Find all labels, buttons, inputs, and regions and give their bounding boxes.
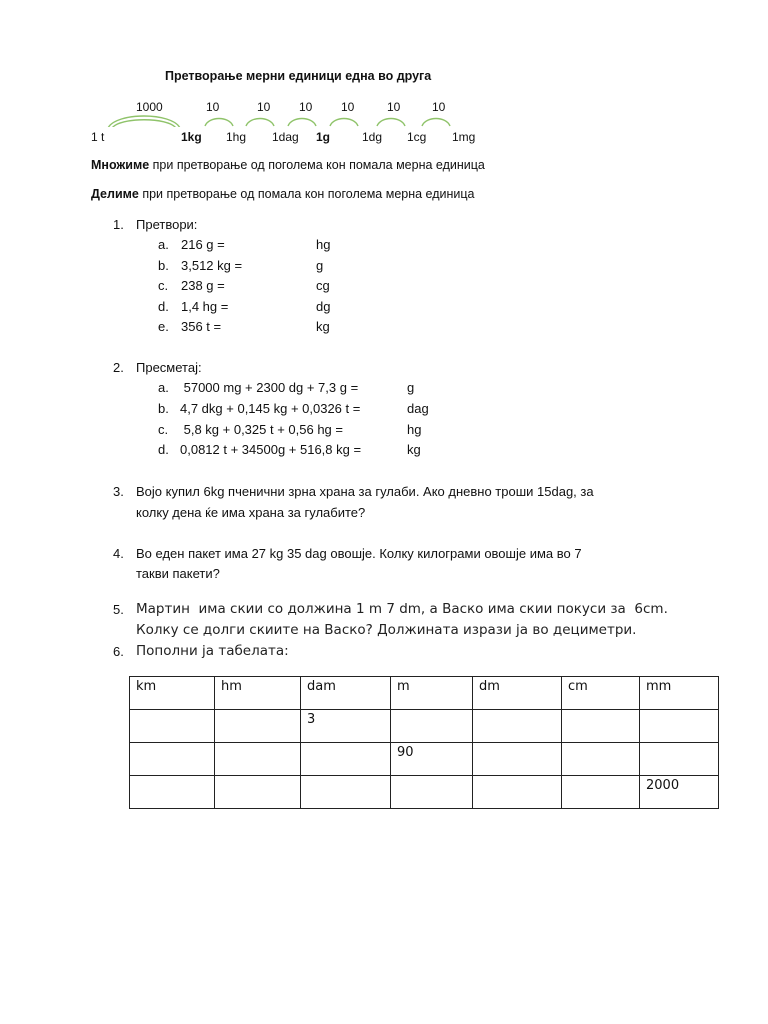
question-number: 3. [113, 484, 124, 499]
question-text-line1: Мартин има скии со должина 1 m 7 dm, а Васко има скии покуси за 6cm. [136, 601, 668, 617]
question-text-line2: колку дена ќе има храна за гулабите? [136, 505, 366, 520]
table-header-cell: km [130, 677, 215, 710]
question-text: Пополни ја табелата: [136, 643, 289, 659]
table-cell[interactable] [473, 776, 562, 809]
item-letter: c. [158, 278, 169, 293]
table-cell[interactable] [215, 710, 301, 743]
table-header-cell: dam [301, 677, 391, 710]
table-header-cell: m [391, 677, 473, 710]
table-header-row [130, 677, 719, 710]
item-expression: 1,4 hg = [181, 299, 229, 314]
item-letter: b. [158, 401, 169, 416]
scale-unit: 1kg [181, 130, 202, 144]
table-cell[interactable] [301, 743, 391, 776]
question-number: 6. [113, 644, 124, 659]
scale-unit: 1hg [226, 130, 247, 144]
table-cell[interactable] [391, 776, 473, 809]
table-cell[interactable] [562, 776, 640, 809]
item-target-unit: hg [407, 422, 422, 437]
item-target-unit: kg [316, 319, 330, 334]
scale-arc-t-kg [108, 116, 180, 127]
question-text-line2: Колку се долги скиите на Васко? Должината изрази ја во дециметри. [136, 622, 637, 638]
table-cell[interactable]: 3 [301, 710, 391, 743]
conversion-scale [0, 95, 768, 127]
table-row [130, 776, 719, 809]
scale-arc-g-dg [330, 119, 358, 127]
table-cell[interactable] [215, 776, 301, 809]
item-letter: c. [158, 422, 169, 437]
item-letter: e. [158, 319, 169, 334]
item-target-unit: hg [316, 237, 331, 252]
scale-factor: 10 [341, 100, 355, 114]
table-cell[interactable] [130, 743, 215, 776]
scale-arc-hg-dag [246, 119, 274, 127]
rule-multiply-keyword: Множиме [91, 158, 150, 172]
item-target-unit: cg [316, 278, 330, 293]
item-target-unit: dg [316, 299, 331, 314]
table-row [130, 710, 719, 743]
table-row [130, 743, 719, 776]
page-title: Претворање мерни единици една во друга [165, 69, 432, 83]
item-letter: a. [158, 380, 169, 395]
item-expression: 356 t = [181, 319, 222, 334]
scale-arc-dag-g [288, 119, 316, 127]
item-expression: 4,7 dkg + 0,145 kg + 0,0326 t = [180, 401, 361, 416]
scale-unit: 1 t [91, 130, 105, 144]
scale-unit: 1dag [272, 130, 299, 144]
table-header-cell: dm [473, 677, 562, 710]
item-letter: d. [158, 299, 169, 314]
scale-unit: 1dg [362, 130, 383, 144]
scale-unit: 1mg [452, 130, 476, 144]
table-cell[interactable] [640, 743, 719, 776]
item-target-unit: dag [407, 401, 429, 416]
question-text: Претвори: [136, 217, 198, 232]
question-text: Пресметај: [136, 360, 202, 375]
table-cell[interactable]: 2000 [640, 776, 719, 809]
item-expression: 238 g = [181, 278, 225, 293]
scale-factor: 10 [387, 100, 401, 114]
scale-arc-kg-hg [205, 119, 233, 127]
table-cell[interactable]: 90 [391, 743, 473, 776]
rule-divide [91, 187, 475, 201]
item-expression: 57000 mg + 2300 dg + 7,3 g = [180, 380, 359, 395]
scale-factor: 10 [257, 100, 271, 114]
table-cell[interactable] [301, 776, 391, 809]
table-cell[interactable] [215, 743, 301, 776]
table-cell[interactable] [473, 710, 562, 743]
question-text-line2: такви пакети? [136, 566, 220, 581]
table-cell[interactable] [473, 743, 562, 776]
question-number: 1. [113, 217, 124, 232]
scale-factor: 10 [206, 100, 220, 114]
table-header-cell: hm [215, 677, 301, 710]
item-letter: a. [158, 237, 169, 252]
scale-unit: 1cg [407, 130, 427, 144]
table-cell[interactable] [562, 743, 640, 776]
rule-divide-keyword: Делиме [91, 187, 139, 201]
table-cell[interactable] [130, 776, 215, 809]
scale-factor: 10 [432, 100, 446, 114]
question-number: 5. [113, 602, 124, 617]
table-cell[interactable] [391, 710, 473, 743]
item-target-unit: g [316, 258, 324, 273]
item-letter: d. [158, 442, 169, 457]
table-header-cell: mm [640, 677, 719, 710]
item-expression: 3,512 kg = [181, 258, 243, 273]
unit-conversion-table [129, 676, 719, 809]
item-expression: 216 g = [181, 237, 225, 252]
rule-multiply [91, 158, 485, 172]
table-cell[interactable] [562, 710, 640, 743]
question-number: 2. [113, 360, 124, 375]
scale-arc-dg-cg [377, 119, 405, 127]
scale-factor: 1000 [136, 100, 163, 114]
item-letter: b. [158, 258, 169, 273]
scale-arc-cg-mg [422, 119, 450, 127]
item-target-unit: kg [407, 442, 421, 457]
item-target-unit: g [407, 380, 415, 395]
table-cell[interactable] [640, 710, 719, 743]
item-expression: 5,8 kg + 0,325 t + 0,56 hg = [180, 422, 343, 437]
table-header-cell: cm [562, 677, 640, 710]
table-cell[interactable] [130, 710, 215, 743]
scale-factor: 10 [299, 100, 313, 114]
question-text-line1: Војо купил 6kg пченични зрна храна за гулаби. Ако дневно троши 15dag, за [136, 484, 594, 499]
rule-multiply-text: при претворање од поголема кон помала мерна единица [149, 158, 485, 172]
question-text-line1: Во еден пакет има 27 kg 35 dag овошје. Колку килограми овошје има во 7 [136, 546, 582, 561]
rule-divide-text: при претворање од помала кон поголема мерна единица [138, 187, 475, 201]
question-number: 4. [113, 546, 124, 561]
item-expression: 0,0812 t + 34500g + 516,8 kg = [180, 442, 362, 457]
scale-unit: 1g [316, 130, 331, 144]
